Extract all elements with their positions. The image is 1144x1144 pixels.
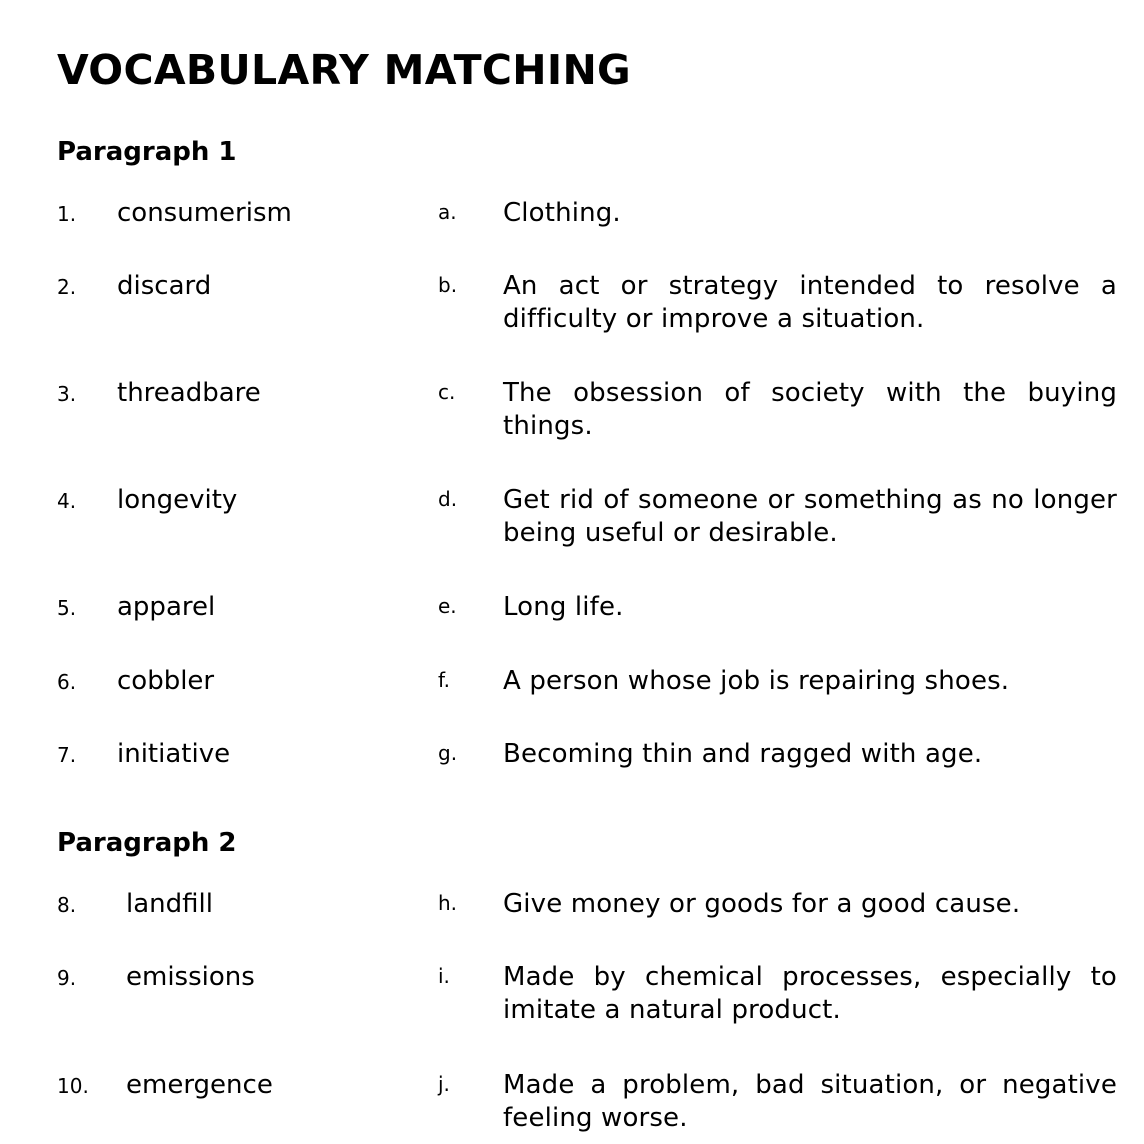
- definition-text: An act or strategy intended to resolve a difficulty or improve a situation.: [503, 271, 1117, 334]
- vocabulary-term: apparel: [117, 592, 216, 622]
- definition-letter: h.: [438, 891, 458, 915]
- definition-letter: j.: [438, 1072, 450, 1096]
- definition-text: Clothing.: [503, 198, 621, 228]
- definition-text: Get rid of someone or something as no longer being useful or desirable.: [503, 485, 1117, 548]
- definition-letter: g.: [438, 741, 458, 765]
- item-number: 10.: [57, 1074, 89, 1098]
- vocabulary-term: discard: [117, 271, 212, 301]
- definition-text: Made by chemical processes, especially to imitate a natural product.: [503, 962, 1117, 1025]
- section-heading-paragraph-2: Paragraph 2: [57, 828, 237, 858]
- vocabulary-term: consumerism: [117, 198, 292, 228]
- item-number: 2.: [57, 275, 77, 299]
- vocabulary-term: emissions: [126, 962, 255, 992]
- definition-text: Give money or goods for a good cause.: [503, 889, 1021, 919]
- definition-letter: e.: [438, 594, 457, 618]
- item-number: 1.: [57, 202, 77, 226]
- item-number: 9.: [57, 966, 77, 990]
- definition-letter: d.: [438, 487, 458, 511]
- item-number: 4.: [57, 489, 77, 513]
- definition-text: Becoming thin and ragged with age.: [503, 739, 983, 769]
- definition-text: The obsession of society with the buying things.: [503, 378, 1117, 441]
- vocabulary-term: initiative: [117, 739, 231, 769]
- item-number: 6.: [57, 670, 77, 694]
- vocabulary-term: threadbare: [117, 378, 261, 408]
- page-title: VOCABULARY MATCHING: [57, 46, 632, 94]
- item-number: 8.: [57, 893, 77, 917]
- item-number: 7.: [57, 743, 77, 767]
- vocabulary-term: emergence: [126, 1070, 273, 1100]
- definition-text: Long life.: [503, 592, 624, 622]
- definition-letter: b.: [438, 273, 458, 297]
- vocabulary-term: longevity: [117, 485, 238, 515]
- section-heading-paragraph-1: Paragraph 1: [57, 137, 237, 167]
- vocabulary-term: landfill: [126, 889, 213, 919]
- vocabulary-term: cobbler: [117, 666, 215, 696]
- item-number: 5.: [57, 596, 77, 620]
- definition-letter: i.: [438, 964, 450, 988]
- definition-letter: a.: [438, 200, 457, 224]
- definition-text: A person whose job is repairing shoes.: [503, 666, 1010, 696]
- item-number: 3.: [57, 382, 77, 406]
- definition-letter: f.: [438, 668, 450, 692]
- definition-text: Made a problem, bad situation, or negative feeling worse.: [503, 1070, 1117, 1133]
- definition-letter: c.: [438, 380, 456, 404]
